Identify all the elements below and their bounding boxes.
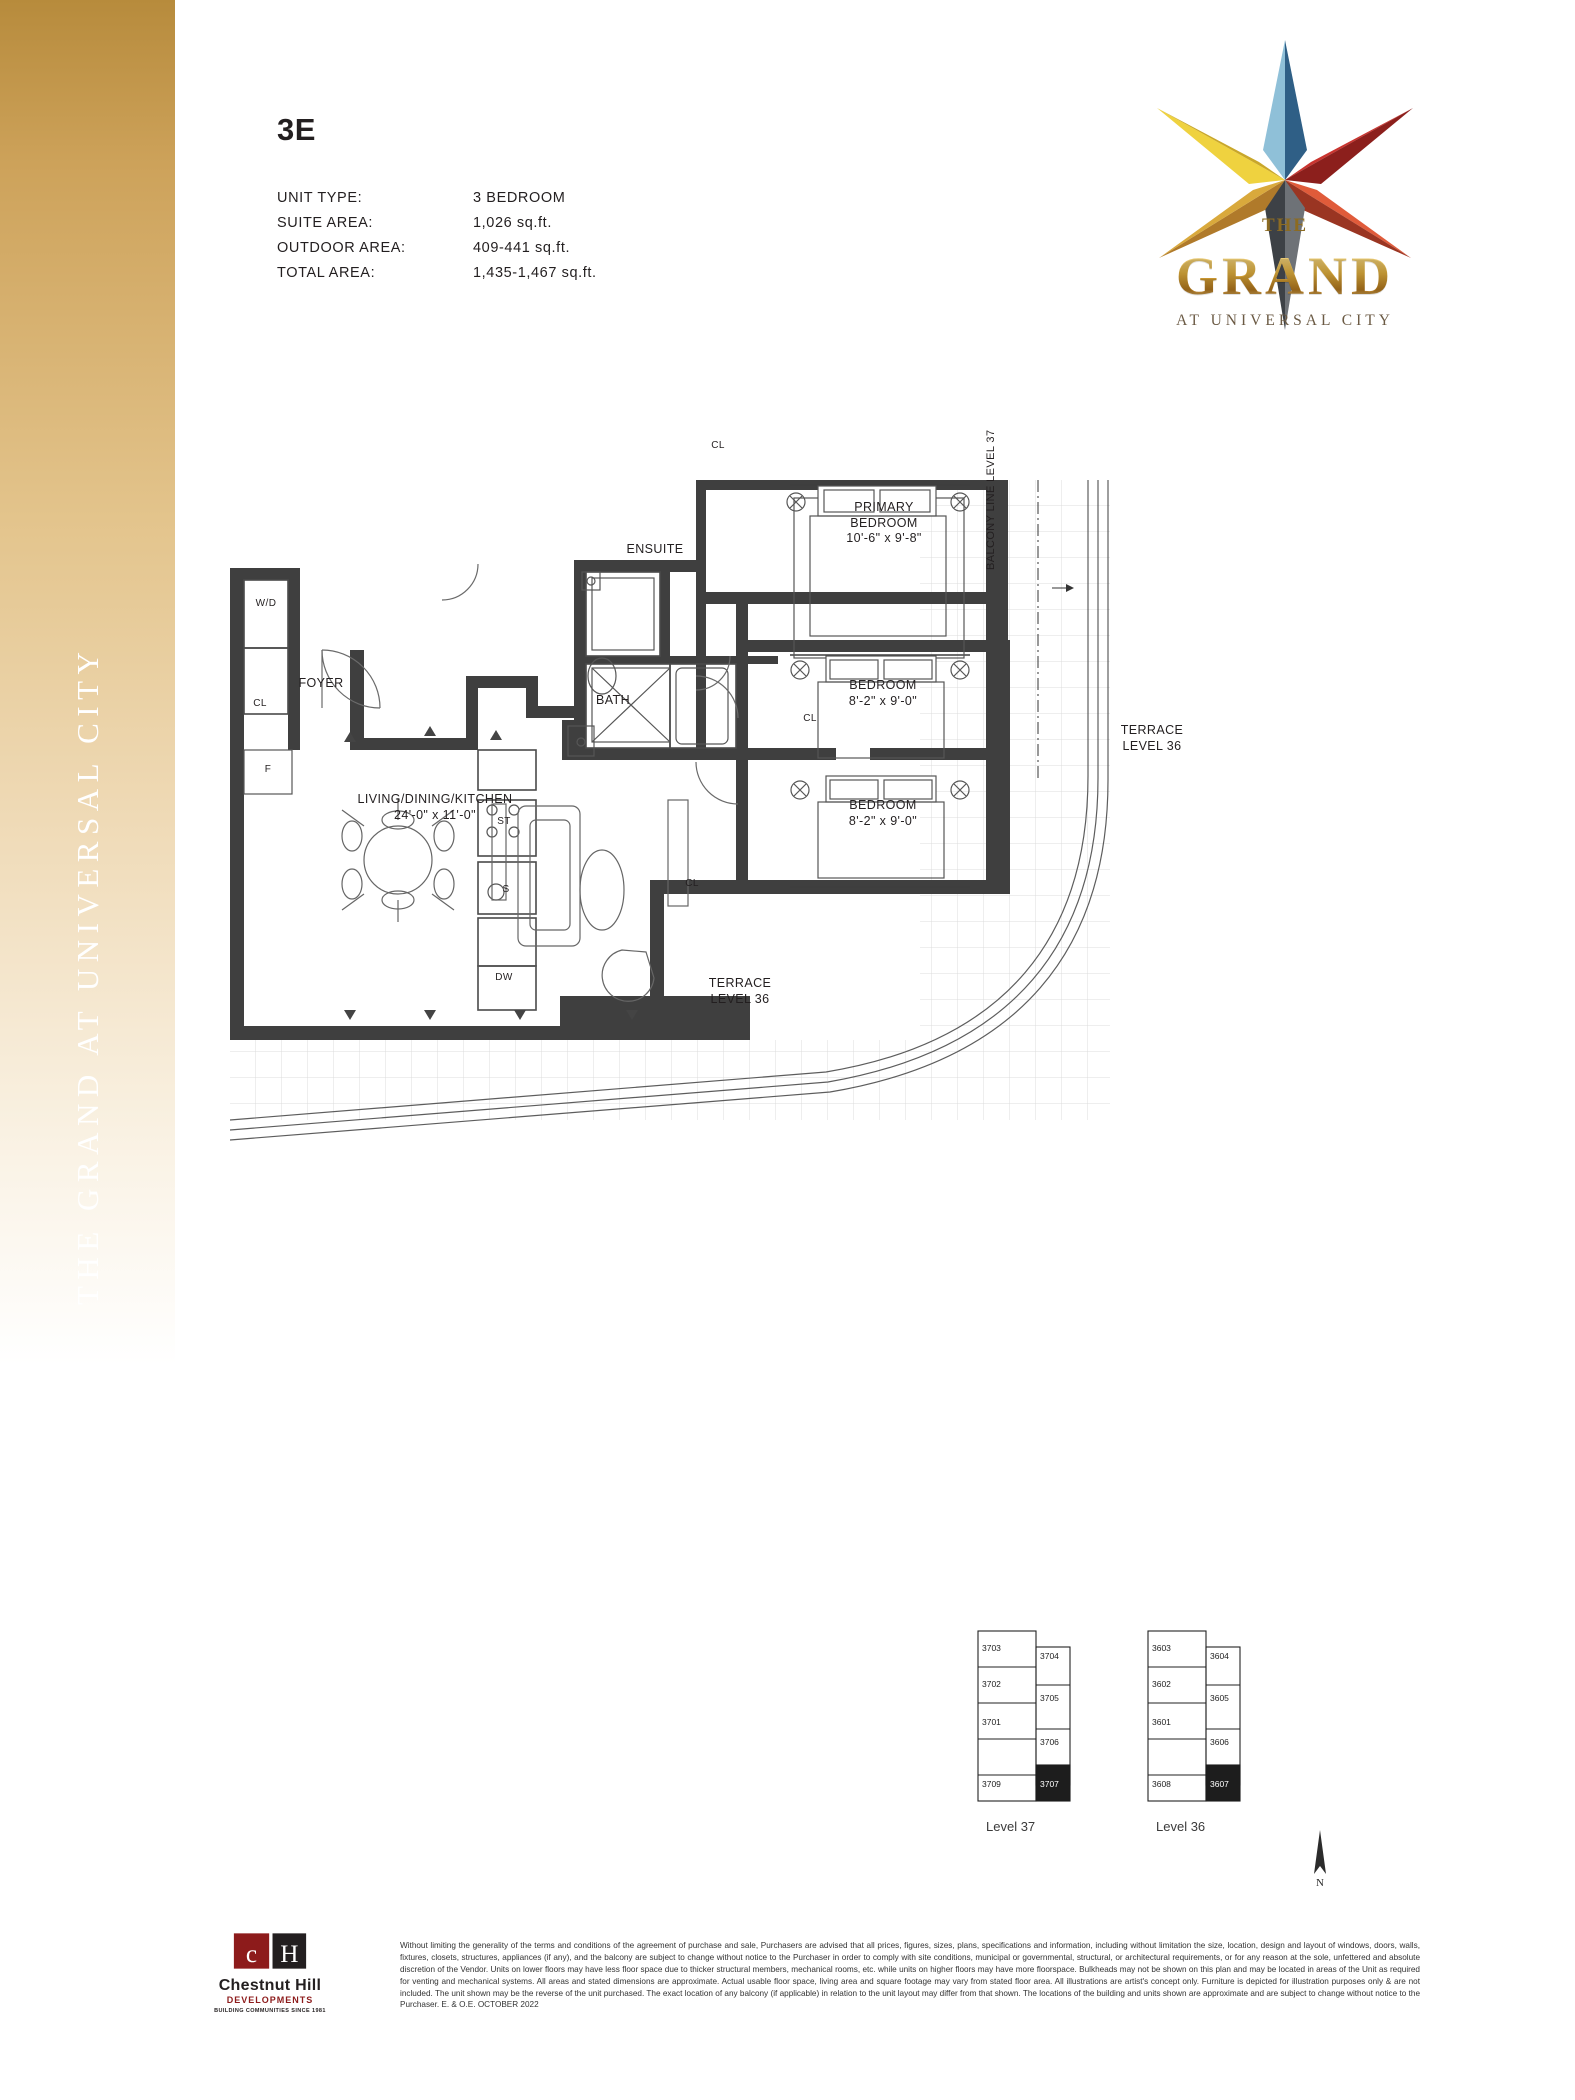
disclaimer-text: Without limiting the generality of the terms and conditions of the agreement of purchase and sale, Purchasers are advised that all prices, figures, sizes, plans, specifications and information, including without limitation the size, location, design and layout of windows, doors, walls, fixtures, closets, structures, appliances (if any), and the balcony are subject to change without notice to the Purchaser in order to comply with site conditions, municipal or governmental, structural, or architectural requirements, or for any reason at the sole, unfettered and absolute discretion of the Vendor. Units on lower floors may have less floor space due to thicker structural members, mechanical rooms, etc. while units on higher floors may have more floorspace. Bulkheads may not be shown on this plan and may be located in areas of the Unit as required for venting and mechanical systems. All areas and stated dimensions are approximate. Actual usable floor space, living area and square footage may vary from stated floor area. All illustrations are artist's concept only. Furniture is depicted for illustration purposes only & are not included. The unit shown may be the reverse of the unit purchased. The exact location of any balcony (if applicable) in relation to the unit layout may differ from that shown. The locations of the building and units shown are approximate and are subject to change without notice to the Purchaser. E. & O.E. OCTOBER 2022 <box>400 1941 1420 2010</box>
compass-north-icon <box>1300 1828 1340 1888</box>
svg-text:c: c <box>245 1940 258 1968</box>
keyplan37-unit-3703: 3703 <box>982 1643 1001 1653</box>
living-dining-kitchen-name: LIVING/DINING/KITCHEN <box>357 792 513 806</box>
keyplan37-unit-3709: 3709 <box>982 1779 1001 1789</box>
floor-plan <box>230 429 1400 1410</box>
bedroom-3-dims: 8'-2" x 9'-0" <box>848 813 918 828</box>
floor-plan-drawing <box>230 480 1400 1410</box>
room-label-foyer: FOYER <box>298 676 344 690</box>
primary-bedroom-name: PRIMARY BEDROOM <box>850 500 918 530</box>
developer-subtitle: DEVELOPMENTS <box>226 1995 314 2005</box>
logo-the-word: THE <box>1261 215 1309 236</box>
keyplan37-unit-3704: 3704 <box>1040 1651 1059 1661</box>
developer-logo <box>180 1930 360 2014</box>
bedroom-2-dims: 8'-2" x 9'-0" <box>848 693 918 708</box>
room-label-bath: BATH <box>595 693 630 707</box>
keyplan36-unit-3603: 3603 <box>1152 1643 1171 1653</box>
keyplan36-unit-3608: 3608 <box>1152 1779 1171 1789</box>
page-title: 3E <box>277 112 316 147</box>
spec-row <box>277 215 597 240</box>
balcony-line-label: BALCONY LINE LEVEL 37 <box>985 429 997 571</box>
keyplan36-unit-3602: 3602 <box>1152 1679 1171 1689</box>
spec-value: 409-441 sq.ft. <box>473 240 571 256</box>
closet-label-1: CL <box>711 440 725 451</box>
keyplan36-unit-3606: 3606 <box>1210 1737 1229 1747</box>
keyplan37-unit-3702: 3702 <box>982 1679 1001 1689</box>
terrace-level-36-right-label: TERRACE LEVEL 36 <box>1120 723 1184 754</box>
logo-subtitle: AT UNIVERSAL CITY <box>1176 312 1394 329</box>
developer-tagline: BUILDING COMMUNITIES SINCE 1981 <box>214 2008 326 2014</box>
keyplan-caption-level-37: Level 37 <box>986 1819 1036 1834</box>
keyplan37-unit-3706: 3706 <box>1040 1737 1059 1747</box>
spec-value: 1,026 sq.ft. <box>473 215 552 231</box>
bedroom-2-name: BEDROOM <box>849 678 917 692</box>
living-dining-kitchen-dims: 24'-0" x 11'-0" <box>394 807 476 822</box>
keyplan36-unit-3601: 3601 <box>1152 1717 1171 1727</box>
key-plans <box>960 1625 1340 1845</box>
spec-label: SUITE AREA: <box>277 215 374 231</box>
closet-label-4: CL <box>253 698 267 709</box>
side-banner-text-rotator <box>0 0 175 1365</box>
bedroom-3-name: BEDROOM <box>849 798 917 812</box>
keyplan36-unit-3607: 3607 <box>1210 1779 1229 1789</box>
key-plans-drawing <box>960 1625 1340 1845</box>
spec-label: OUTDOOR AREA: <box>277 240 406 256</box>
side-banner-label: THE GRAND AT UNIVERSAL CITY <box>69 645 105 1305</box>
primary-bedroom-dims: 10'-6" x 9'-8" <box>846 531 922 546</box>
fridge-label: F <box>264 764 272 775</box>
washer-dryer-label: W/D <box>255 598 277 609</box>
dishwasher-label: DW <box>495 972 513 983</box>
keyplan37-unit-3705: 3705 <box>1040 1693 1059 1703</box>
keyplan36-unit-3604: 3604 <box>1210 1651 1229 1661</box>
spec-label: TOTAL AREA: <box>277 265 376 281</box>
keyplan-caption-level-36: Level 36 <box>1156 1819 1206 1834</box>
room-label-ensuite: ENSUITE <box>626 542 684 556</box>
svg-text:N: N <box>1316 1877 1324 1888</box>
room-label-living-dining-kitchen <box>290 792 580 823</box>
side-banner <box>0 0 175 1365</box>
keyplan37-unit-3707: 3707 <box>1040 1779 1059 1789</box>
spec-row <box>277 240 597 265</box>
spec-value: 3 BEDROOM <box>473 190 566 206</box>
sink-label: S <box>502 884 510 895</box>
spec-row <box>277 190 597 215</box>
chestnut-hill-mark-icon <box>232 1930 308 1972</box>
room-label-bedroom-2 <box>808 678 958 709</box>
room-label-bedroom-3 <box>808 798 958 829</box>
closet-label-3: CL <box>685 878 699 889</box>
logo-grand-word: GRAND <box>1090 245 1480 307</box>
spec-row <box>277 265 597 290</box>
unit-spec-table <box>277 190 597 290</box>
spec-value: 1,435-1,467 sq.ft. <box>473 265 597 281</box>
svg-text:H: H <box>280 1940 299 1968</box>
keyplan36-unit-3605: 3605 <box>1210 1693 1229 1703</box>
walls <box>230 480 1010 1040</box>
terrace-level-36-bottom-label: TERRACE LEVEL 36 <box>708 976 772 1007</box>
spec-label: UNIT TYPE: <box>277 190 363 206</box>
stove-label: ST <box>497 816 511 827</box>
closet-label-2: CL <box>803 713 817 724</box>
room-label-primary-bedroom <box>794 500 974 547</box>
developer-name: Chestnut Hill <box>218 1977 322 1994</box>
keyplan37-unit-3701: 3701 <box>982 1717 1001 1727</box>
